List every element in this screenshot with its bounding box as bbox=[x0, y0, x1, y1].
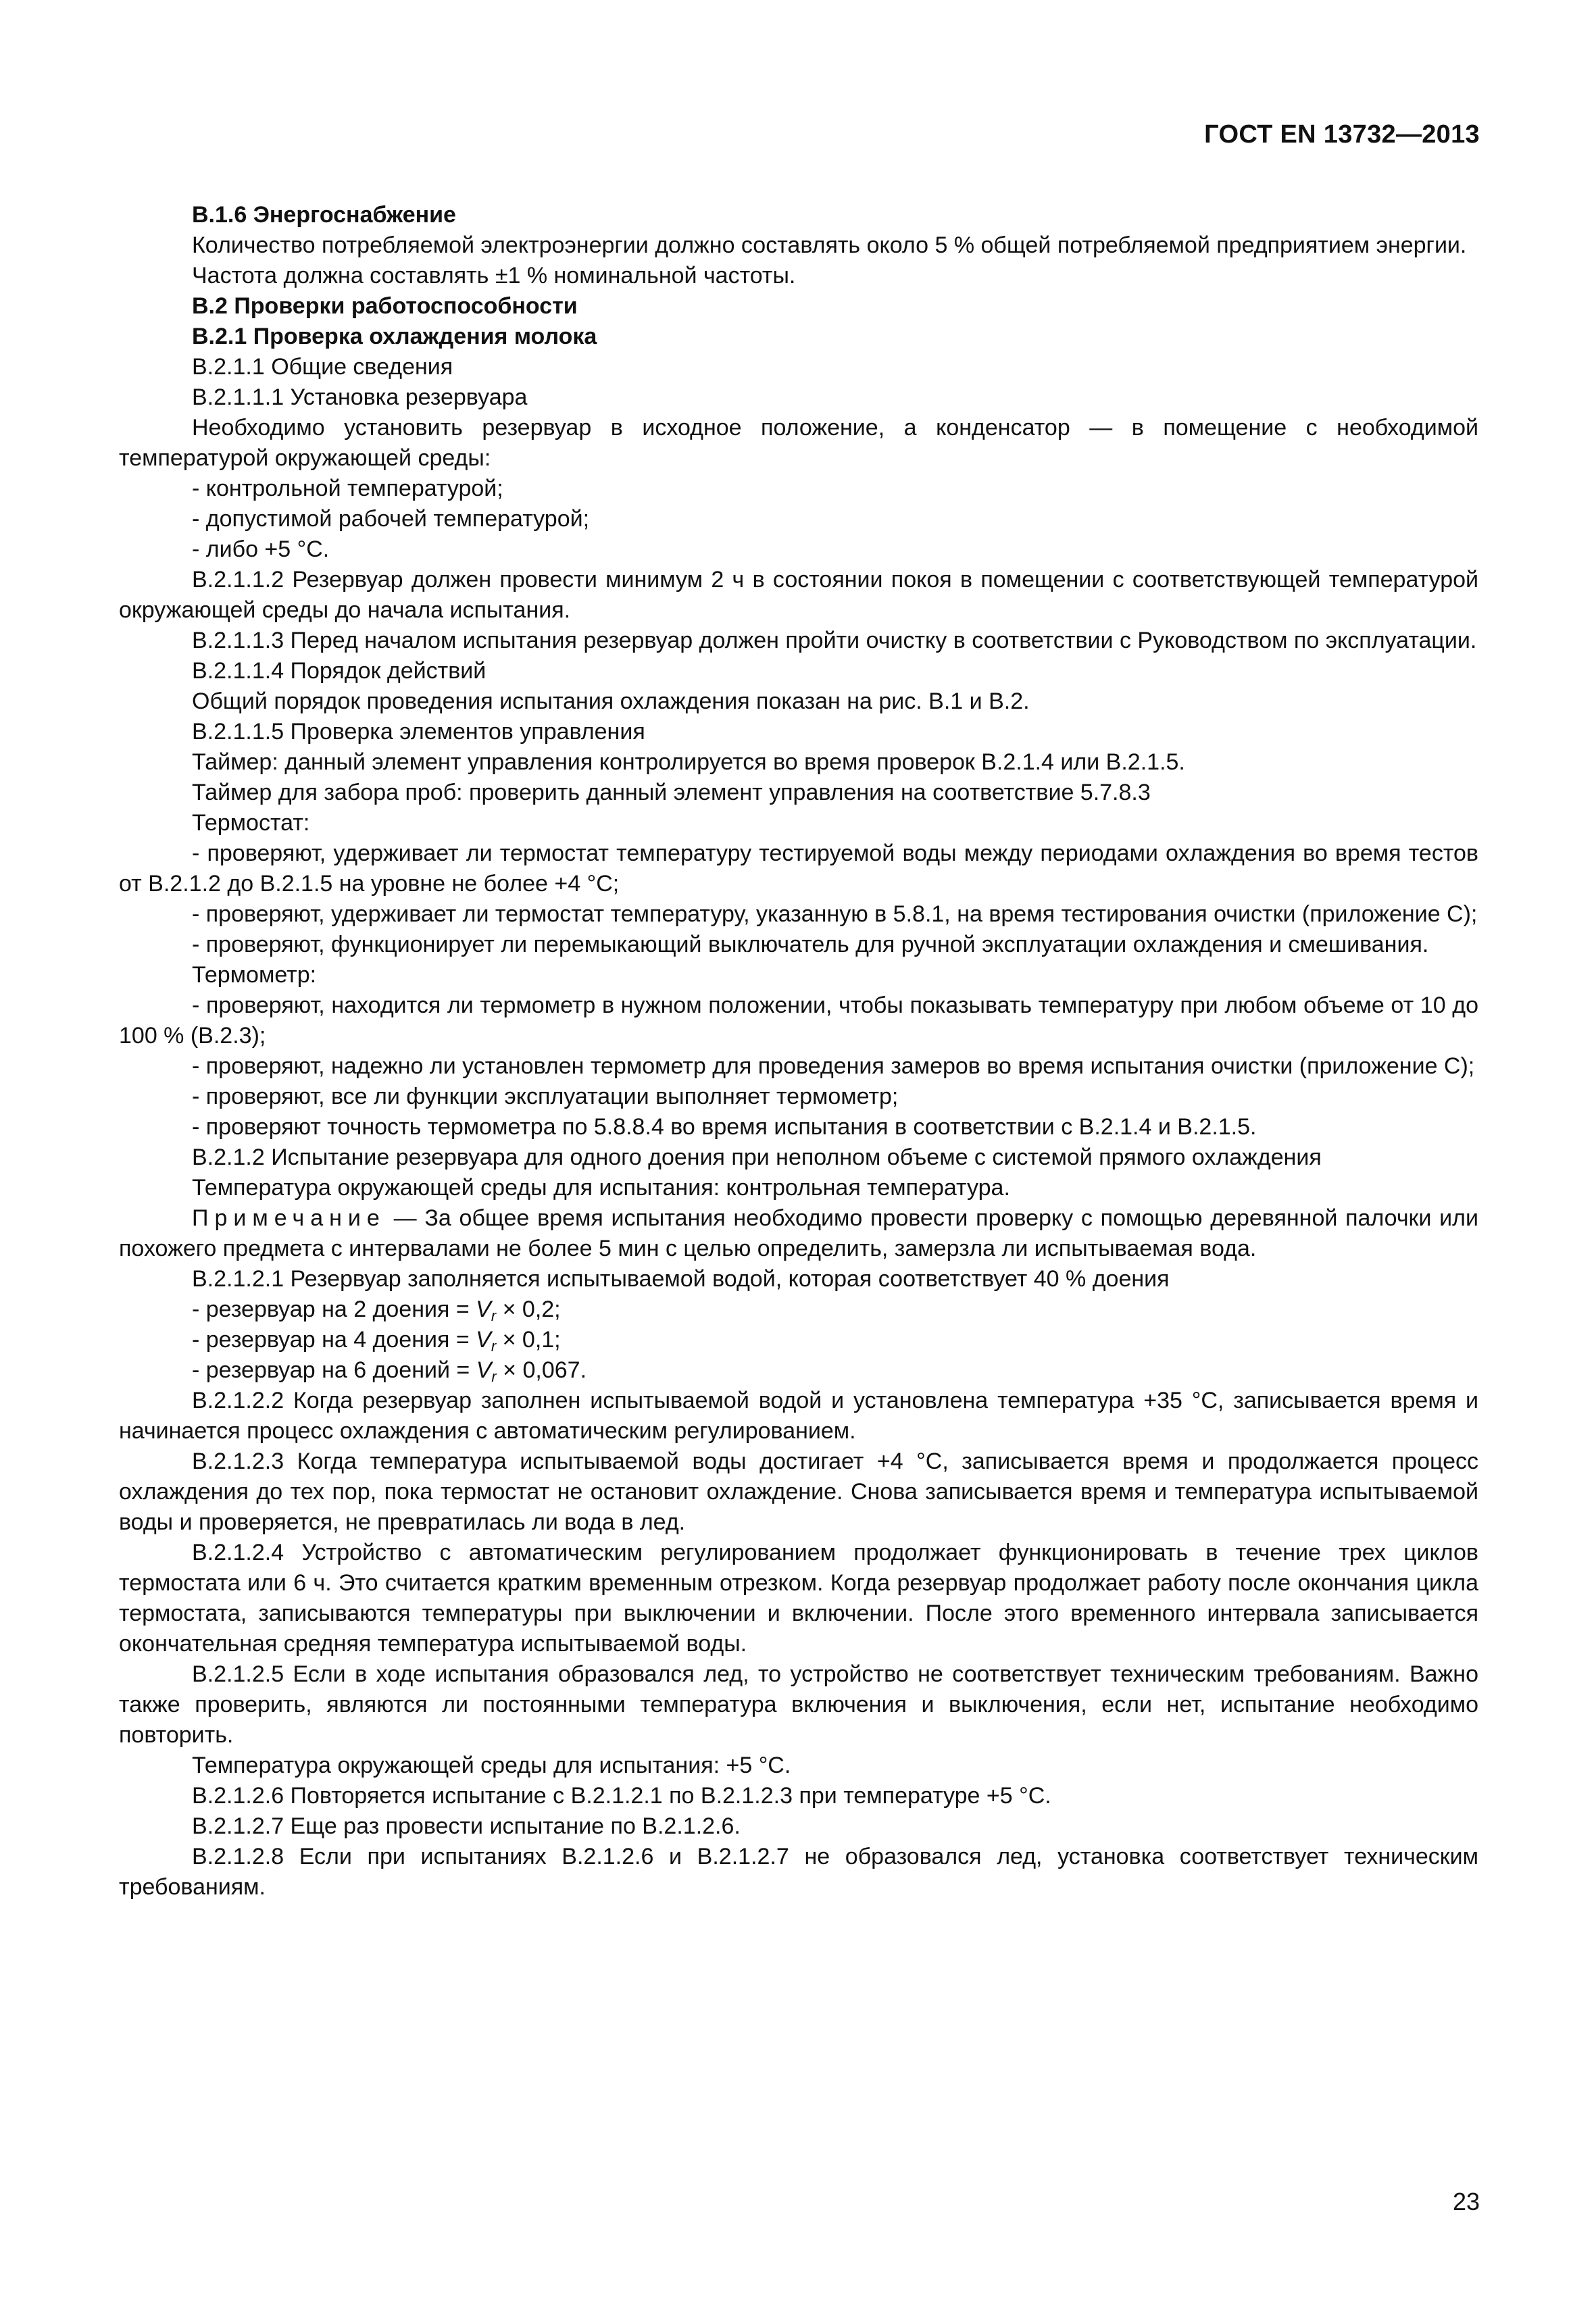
list-item: - проверяют, удерживает ли термостат температуру тестируемой воды между периодами охлаждения во время тестов от В.2.1.2 до В.2.1.5 на уровне не более +4 °С; bbox=[119, 840, 1478, 897]
variable-subscript: r bbox=[491, 1338, 497, 1355]
list-item: - контрольной температурой; bbox=[192, 476, 503, 501]
note-label: Примечание bbox=[192, 1205, 386, 1231]
paragraph: В.2.1.2.6 Повторяется испытание с В.2.1.2.1 по В.2.1.2.3 при температуре +5 °С. bbox=[192, 1783, 1051, 1809]
paragraph: Температура окружающей среды для испытания: +5 °С. bbox=[192, 1753, 791, 1778]
paragraph: Общий порядок проведения испытания охлаждения показан на рис. В.1 и В.2. bbox=[192, 688, 1030, 714]
list-item: - проверяют, все ли функции эксплуатации выполняет термометр; bbox=[192, 1084, 899, 1109]
paragraph: В.2.1.1.3 Перед началом испытания резервуар должен пройти очистку в соответствии с Руководством по эксплуатации. bbox=[192, 628, 1477, 653]
paragraph: Необходимо установить резервуар в исходное положение, а конденсатор — в помещение с необходимой температурой окружающей среды: bbox=[119, 415, 1478, 471]
paragraph: В.2.1.2.2 Когда резервуар заполнен испытываемой водой и установлена температура +35 °С, записывается время и начинается процесс охлаждения с автоматическим регулированием. bbox=[119, 1388, 1478, 1444]
paragraph: В.2.1.1 Общие сведения bbox=[192, 354, 453, 380]
list-item-suffix: × 0,1; bbox=[496, 1327, 561, 1353]
list-item: - проверяют, надежно ли установлен термометр для проведения замеров во время испытания очистки (приложение С); bbox=[192, 1053, 1475, 1079]
document-code-header: ГОСТ EN 13732—2013 bbox=[1204, 120, 1480, 149]
list-item: - проверяют, функционирует ли перемыкающий выключатель для ручной эксплуатации охлаждения и смешивания. bbox=[192, 932, 1429, 957]
list-item-prefix: - резервуар на 2 доения = bbox=[192, 1297, 476, 1322]
list-item: - проверяют, находится ли термометр в нужном положении, чтобы показывать температуру при любом объеме от 10 до 100 % (В.2.3); bbox=[119, 992, 1478, 1049]
note-text: — За общее время испытания необходимо провести проверку с помощью деревянной палочки или похожего предмета с интервалами не более 5 мин с целью определить, замерзла ли испытываемая вода. bbox=[119, 1205, 1478, 1261]
paragraph: Количество потребляемой электроэнергии должно составлять около 5 % общей потребляемой предприятием энергии. bbox=[192, 232, 1467, 258]
paragraph: Таймер: данный элемент управления контролируется во время проверок В.2.1.4 или В.2.1.5. bbox=[192, 749, 1185, 775]
paragraph: Частота должна составлять ±1 % номинальной частоты. bbox=[192, 263, 796, 288]
variable-v: V bbox=[476, 1357, 492, 1383]
list-item: - допустимой рабочей температурой; bbox=[192, 506, 590, 532]
page-number: 23 bbox=[1452, 2188, 1480, 2215]
variable-v: V bbox=[476, 1327, 491, 1353]
note-paragraph bbox=[119, 1203, 1478, 1264]
paragraph: В.2.1.1.4 Порядок действий bbox=[192, 658, 487, 684]
paragraph: В.2.1.2.1 Резервуар заполняется испытываемой водой, которая соответствует 40 % доения bbox=[192, 1266, 1170, 1292]
variable-subscript: r bbox=[491, 1307, 497, 1324]
paragraph: В.2.1.2.5 Если в ходе испытания образовался лед, то устройство не соответствует техническим требованиям. Важно также проверить, являются ли постоянными температура включения и выключения, если нет, испытание необходимо повторить. bbox=[119, 1661, 1478, 1748]
section-heading-b2: В.2 Проверки работоспособности bbox=[192, 293, 578, 319]
paragraph: Термометр: bbox=[192, 962, 317, 988]
list-item bbox=[119, 1294, 1478, 1325]
list-item bbox=[119, 1325, 1478, 1355]
list-item-suffix: × 0,2; bbox=[496, 1297, 561, 1322]
paragraph: В.2.1.2.7 Еще раз провести испытание по В.2.1.2.6. bbox=[192, 1813, 741, 1839]
paragraph: В.2.1.1.5 Проверка элементов управления bbox=[192, 719, 645, 745]
variable-v: V bbox=[476, 1297, 491, 1322]
variable-subscript: r bbox=[491, 1368, 497, 1385]
paragraph: Температура окружающей среды для испытания: контрольная температура. bbox=[192, 1175, 1010, 1201]
paragraph: В.2.1.2.3 Когда температура испытываемой воды достигает +4 °С, записывается время и продолжается процесс охлаждения до тех пор, пока термостат не остановит охлаждение. Снова записывается время и температура испытываемой воды и проверяется, не превратилась ли вода в лед. bbox=[119, 1449, 1478, 1535]
paragraph: В.2.1.1.2 Резервуар должен провести минимум 2 ч в состоянии покоя в помещении с соответствующей температурой окружающей среды до начала испытания. bbox=[119, 567, 1478, 623]
list-item bbox=[119, 1355, 1478, 1386]
paragraph: Таймер для забора проб: проверить данный элемент управления на соответствие 5.7.8.3 bbox=[192, 780, 1151, 805]
list-item: - проверяют точность термометра по 5.8.8.4 во время испытания в соответствии с В.2.1.4 и В.2.1.5. bbox=[192, 1114, 1257, 1140]
document-body bbox=[119, 200, 1478, 1903]
paragraph: В.2.1.2 Испытание резервуара для одного доения при неполном объеме с системой прямого охлаждения bbox=[192, 1145, 1322, 1170]
section-heading-b21: В.2.1 Проверка охлаждения молока bbox=[192, 324, 597, 349]
paragraph: В.2.1.2.8 Если при испытаниях В.2.1.2.6 и В.2.1.2.7 не образовался лед, установка соответствует техническим требованиям. bbox=[119, 1844, 1478, 1900]
list-item-prefix: - резервуар на 6 доений = bbox=[192, 1357, 476, 1383]
list-item: - либо +5 °С. bbox=[192, 536, 330, 562]
list-item-prefix: - резервуар на 4 доения = bbox=[192, 1327, 476, 1353]
section-heading-b16: В.1.6 Энергоснабжение bbox=[192, 202, 456, 228]
paragraph: В.2.1.1.1 Установка резервуара bbox=[192, 384, 528, 410]
paragraph: В.2.1.2.4 Устройство с автоматическим регулированием продолжает функционировать в течение трех циклов термостата или 6 ч. Это считается кратким временным отрезком. Когда резервуар продолжает работу после окончания цикла термостата, записываются температуры при выключении и включении. После этого временного интервала записывается окончательная средняя температура испытываемой воды. bbox=[119, 1540, 1478, 1657]
list-item: - проверяют, удерживает ли термостат температуру, указанную в 5.8.1, на время тестирования очистки (приложение С); bbox=[192, 901, 1478, 927]
paragraph: Термостат: bbox=[192, 810, 310, 836]
list-item-suffix: × 0,067. bbox=[496, 1357, 587, 1383]
